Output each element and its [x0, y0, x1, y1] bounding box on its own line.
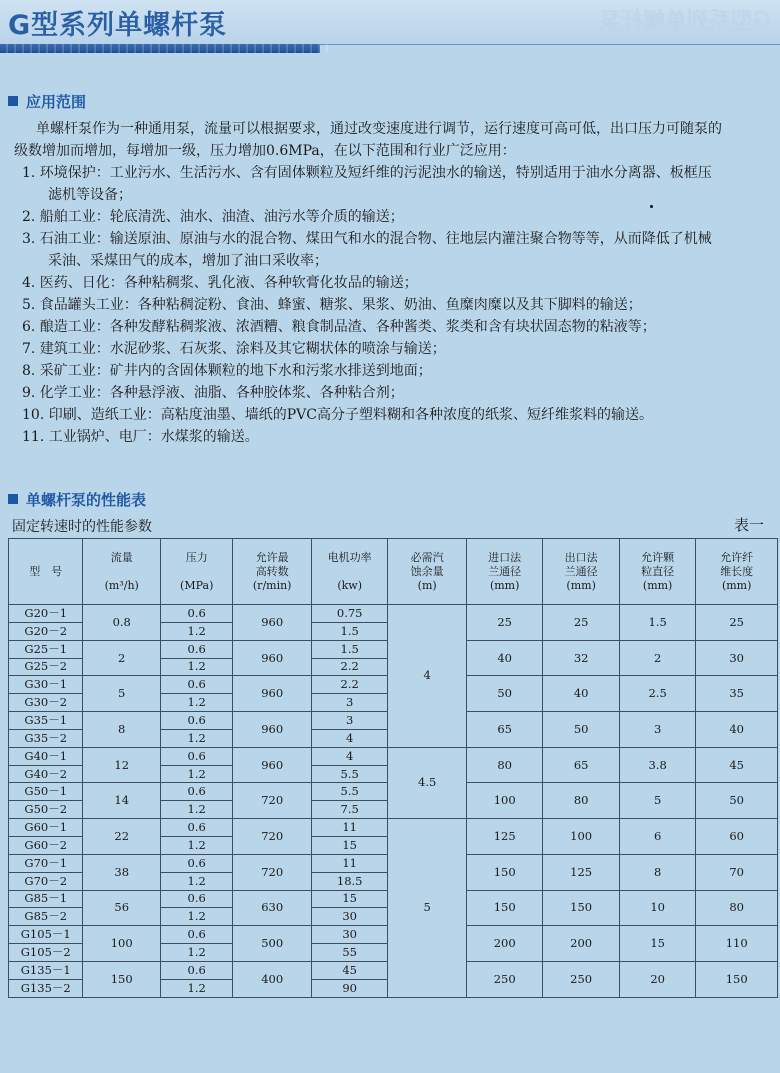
cell-particle: 20	[619, 961, 695, 997]
table-row	[9, 747, 778, 765]
cell-flow: 0.8	[83, 605, 161, 641]
cell-motor-power: 90	[311, 979, 387, 997]
cell-pressure: 0.6	[160, 640, 232, 658]
cell-motor-power: 5.5	[311, 765, 387, 783]
cell-max-speed: 960	[233, 640, 312, 676]
cell-flow: 8	[83, 712, 161, 748]
cell-inlet: 100	[466, 783, 542, 819]
cell-inlet: 80	[466, 747, 542, 783]
cell-motor-power: 55	[311, 944, 387, 962]
cell-pressure: 0.6	[160, 783, 232, 801]
cell-particle: 2	[619, 640, 695, 676]
cell-outlet: 125	[543, 854, 619, 890]
cell-outlet: 200	[543, 926, 619, 962]
cell-motor-power: 4	[311, 729, 387, 747]
cell-particle: 10	[619, 890, 695, 926]
cell-pressure: 1.2	[160, 872, 232, 890]
cell-motor-power: 3	[311, 694, 387, 712]
cell-inlet: 50	[466, 676, 542, 712]
cell-motor-power: 1.5	[311, 640, 387, 658]
cell-motor-power: 0.75	[311, 605, 387, 623]
list-item: 3. 石油工业：输送原油、原油与水的混合物、煤田气和水的混合物、往地层内灌注聚合物等等，从而降低了机械	[22, 231, 712, 247]
cell-motor-power: 18.5	[311, 872, 387, 890]
intro-line-2: 级数增加而增加，每增加一级，压力增加0.6MPa，在以下范围和行业广泛应用：	[14, 143, 516, 159]
cell-model: G70－2	[9, 872, 83, 890]
cell-inlet: 65	[466, 712, 542, 748]
cell-max-speed: 630	[233, 890, 312, 926]
cell-max-speed: 400	[233, 961, 312, 997]
cell-fiber: 30	[696, 640, 778, 676]
cell-pressure: 1.2	[160, 836, 232, 854]
cell-pressure: 1.2	[160, 622, 232, 640]
cell-model: G105－2	[9, 944, 83, 962]
list-item: 9. 化学工业：各种悬浮液、油脂、各种胶体浆、各种粘合剂；	[22, 385, 404, 401]
header-accent-stripes	[0, 44, 330, 53]
cell-flow: 12	[83, 747, 161, 783]
cell-fiber: 80	[696, 890, 778, 926]
cell-model: G25－2	[9, 658, 83, 676]
cell-outlet: 150	[543, 890, 619, 926]
cell-motor-power: 2.2	[311, 658, 387, 676]
cell-particle: 2.5	[619, 676, 695, 712]
cell-flow: 38	[83, 854, 161, 890]
cell-particle: 1.5	[619, 605, 695, 641]
list-item-continuation: 滤机等设备；	[48, 187, 132, 203]
applications-body	[0, 118, 780, 448]
cell-model: G60－2	[9, 836, 83, 854]
cell-model: G85－1	[9, 890, 83, 908]
cell-particle: 3.8	[619, 747, 695, 783]
cell-motor-power: 1.5	[311, 622, 387, 640]
header-inlet-flange: 进口法 兰通径 (mm)	[466, 539, 542, 605]
cell-fiber: 50	[696, 783, 778, 819]
cell-motor-power: 45	[311, 961, 387, 979]
cell-model: G30－2	[9, 694, 83, 712]
cell-model: G40－2	[9, 765, 83, 783]
cell-inlet: 250	[466, 961, 542, 997]
header-max-speed: 允许最 高转数 (r/min)	[233, 539, 312, 605]
cell-pressure: 0.6	[160, 854, 232, 872]
cell-max-speed: 720	[233, 819, 312, 855]
section-heading-applications	[8, 91, 86, 112]
cell-inlet: 200	[466, 926, 542, 962]
list-item: 4. 医药、日化：各种粘稠浆、乳化液、各种软膏化妆品的输送；	[22, 275, 418, 291]
list-item-continuation: 采油、采煤田气的成本，增加了油口采收率；	[48, 253, 328, 269]
print-speckle	[650, 205, 653, 208]
cell-model: G30－1	[9, 676, 83, 694]
cell-max-speed: 960	[233, 712, 312, 748]
cell-motor-power: 2.2	[311, 676, 387, 694]
list-item: 2. 船舶工业：轮底清洗、油水、油渣、油污水等介质的输送；	[22, 209, 404, 225]
cell-fiber: 35	[696, 676, 778, 712]
cell-fiber: 25	[696, 605, 778, 641]
cell-outlet: 25	[543, 605, 619, 641]
cell-particle: 15	[619, 926, 695, 962]
cell-inlet: 150	[466, 854, 542, 890]
intro-line-1: 单螺杆泵作为一种通用泵，流量可以根据要求，通过改变速度进行调节，运行速度可高可低，出口压力可随泵的	[36, 121, 722, 137]
cell-fiber: 60	[696, 819, 778, 855]
cell-motor-power: 30	[311, 926, 387, 944]
cell-motor-power: 7.5	[311, 801, 387, 819]
cell-particle: 5	[619, 783, 695, 819]
header-pressure: 压力 (MPa)	[160, 539, 232, 605]
header-fiber-length: 允许纤 维长度 (mm)	[696, 539, 778, 605]
cell-inlet: 150	[466, 890, 542, 926]
cell-pressure: 0.6	[160, 890, 232, 908]
cell-pressure: 0.6	[160, 926, 232, 944]
cell-motor-power: 15	[311, 890, 387, 908]
cell-pressure: 0.6	[160, 819, 232, 837]
header-model: 型 号	[9, 539, 83, 605]
page-header	[0, 0, 780, 58]
cell-motor-power: 3	[311, 712, 387, 730]
cell-model: G70－1	[9, 854, 83, 872]
cell-model: G35－2	[9, 729, 83, 747]
cell-motor-power: 30	[311, 908, 387, 926]
cell-fiber: 40	[696, 712, 778, 748]
cell-npsh: 4.5	[388, 747, 467, 818]
table-number: 表一	[733, 516, 764, 534]
cell-motor-power: 4	[311, 747, 387, 765]
cell-motor-power: 15	[311, 836, 387, 854]
cell-outlet: 50	[543, 712, 619, 748]
cell-pressure: 1.2	[160, 694, 232, 712]
cell-max-speed: 720	[233, 854, 312, 890]
performance-table	[8, 538, 778, 998]
bullet-square-icon	[8, 494, 18, 504]
cell-particle: 6	[619, 819, 695, 855]
cell-max-speed: 960	[233, 676, 312, 712]
header-npsh: 必需汽 蚀余量 (m)	[388, 539, 467, 605]
list-item: 6. 酿造工业：各种发酵粘稠浆液、浓酒糟、粮食制品渣、各种酱类、浆类和含有块状固态物的粘液等；	[22, 319, 656, 335]
cell-max-speed: 960	[233, 605, 312, 641]
cell-motor-power: 11	[311, 819, 387, 837]
cell-pressure: 1.2	[160, 908, 232, 926]
cell-outlet: 40	[543, 676, 619, 712]
cell-motor-power: 5.5	[311, 783, 387, 801]
cell-outlet: 32	[543, 640, 619, 676]
section-heading-performance	[8, 489, 146, 510]
cell-max-speed: 720	[233, 783, 312, 819]
cell-max-speed: 500	[233, 926, 312, 962]
cell-npsh: 5	[388, 819, 467, 997]
cell-model: G60－1	[9, 819, 83, 837]
list-item: 10. 印刷、造纸工业：高粘度油墨、墙纸的PVC高分子塑料糊和各种浓度的纸浆、短纤维浆料的输送。	[22, 407, 653, 423]
cell-flow: 22	[83, 819, 161, 855]
page-title: G型系列单螺杆泵	[8, 10, 228, 41]
list-item: 11. 工业锅炉、电厂：水煤浆的输送。	[22, 429, 259, 445]
bullet-square-icon	[8, 96, 18, 106]
cell-model: G20－2	[9, 622, 83, 640]
cell-particle: 3	[619, 712, 695, 748]
cell-model: G20－1	[9, 605, 83, 623]
cell-pressure: 1.2	[160, 944, 232, 962]
cell-pressure: 1.2	[160, 801, 232, 819]
cell-outlet: 100	[543, 819, 619, 855]
list-item: 5. 食品罐头工业：各种粘稠淀粉、食油、蜂蜜、糖浆、果浆、奶油、鱼糜肉糜以及其下脚料的输送；	[22, 297, 642, 313]
cell-model: G135－1	[9, 961, 83, 979]
cell-outlet: 65	[543, 747, 619, 783]
cell-outlet: 250	[543, 961, 619, 997]
cell-model: G50－2	[9, 801, 83, 819]
section-heading-performance-text: 单螺杆泵的性能表	[26, 491, 147, 509]
cell-pressure: 0.6	[160, 605, 232, 623]
list-item: 1. 环境保护：工业污水、生活污水、含有固体颗粒及短纤维的污泥浊水的输送，特别适用于油水分离器、板框压	[22, 165, 712, 181]
cell-model: G85－2	[9, 908, 83, 926]
cell-fiber: 45	[696, 747, 778, 783]
header-particle-diameter: 允许颗 粒直径 (mm)	[619, 539, 695, 605]
cell-pressure: 1.2	[160, 658, 232, 676]
header-flow: 流量 (m³/h)	[83, 539, 161, 605]
cell-model: G50－1	[9, 783, 83, 801]
cell-model: G105－1	[9, 926, 83, 944]
cell-model: G135－2	[9, 979, 83, 997]
cell-pressure: 0.6	[160, 747, 232, 765]
table-caption: 固定转速时的性能参数	[12, 519, 152, 535]
cell-particle: 8	[619, 854, 695, 890]
cell-flow: 5	[83, 676, 161, 712]
cell-outlet: 80	[543, 783, 619, 819]
cell-flow: 56	[83, 890, 161, 926]
cell-fiber: 110	[696, 926, 778, 962]
cell-model: G35－1	[9, 712, 83, 730]
cell-motor-power: 11	[311, 854, 387, 872]
header-ghost-text: G型系列单螺杆泵	[598, 9, 770, 34]
table-row	[9, 819, 778, 837]
cell-fiber: 150	[696, 961, 778, 997]
cell-model: G40－1	[9, 747, 83, 765]
cell-flow: 14	[83, 783, 161, 819]
cell-pressure: 1.2	[160, 765, 232, 783]
table-row	[9, 605, 778, 623]
cell-pressure: 0.6	[160, 676, 232, 694]
table-body	[9, 605, 778, 998]
cell-inlet: 25	[466, 605, 542, 641]
table-header-row	[9, 539, 778, 605]
cell-pressure: 0.6	[160, 961, 232, 979]
cell-pressure: 1.2	[160, 729, 232, 747]
cell-inlet: 40	[466, 640, 542, 676]
cell-flow: 100	[83, 926, 161, 962]
cell-inlet: 125	[466, 819, 542, 855]
cell-flow: 150	[83, 961, 161, 997]
list-item: 7. 建筑工业：水泥砂浆、石灰浆、涂料及其它糊状体的喷涂与输送；	[22, 341, 446, 357]
cell-model: G25－1	[9, 640, 83, 658]
cell-flow: 2	[83, 640, 161, 676]
cell-npsh: 4	[388, 605, 467, 748]
header-outlet-flange: 出口法 兰通径 (mm)	[543, 539, 619, 605]
list-item: 8. 采矿工业：矿井内的含固体颗粒的地下水和污浆水排送到地面；	[22, 363, 432, 379]
section-heading-applications-text: 应用范围	[26, 93, 87, 111]
header-motor-power: 电机功率 (kw)	[311, 539, 387, 605]
cell-max-speed: 960	[233, 747, 312, 783]
cell-fiber: 70	[696, 854, 778, 890]
cell-pressure: 0.6	[160, 712, 232, 730]
cell-pressure: 1.2	[160, 979, 232, 997]
